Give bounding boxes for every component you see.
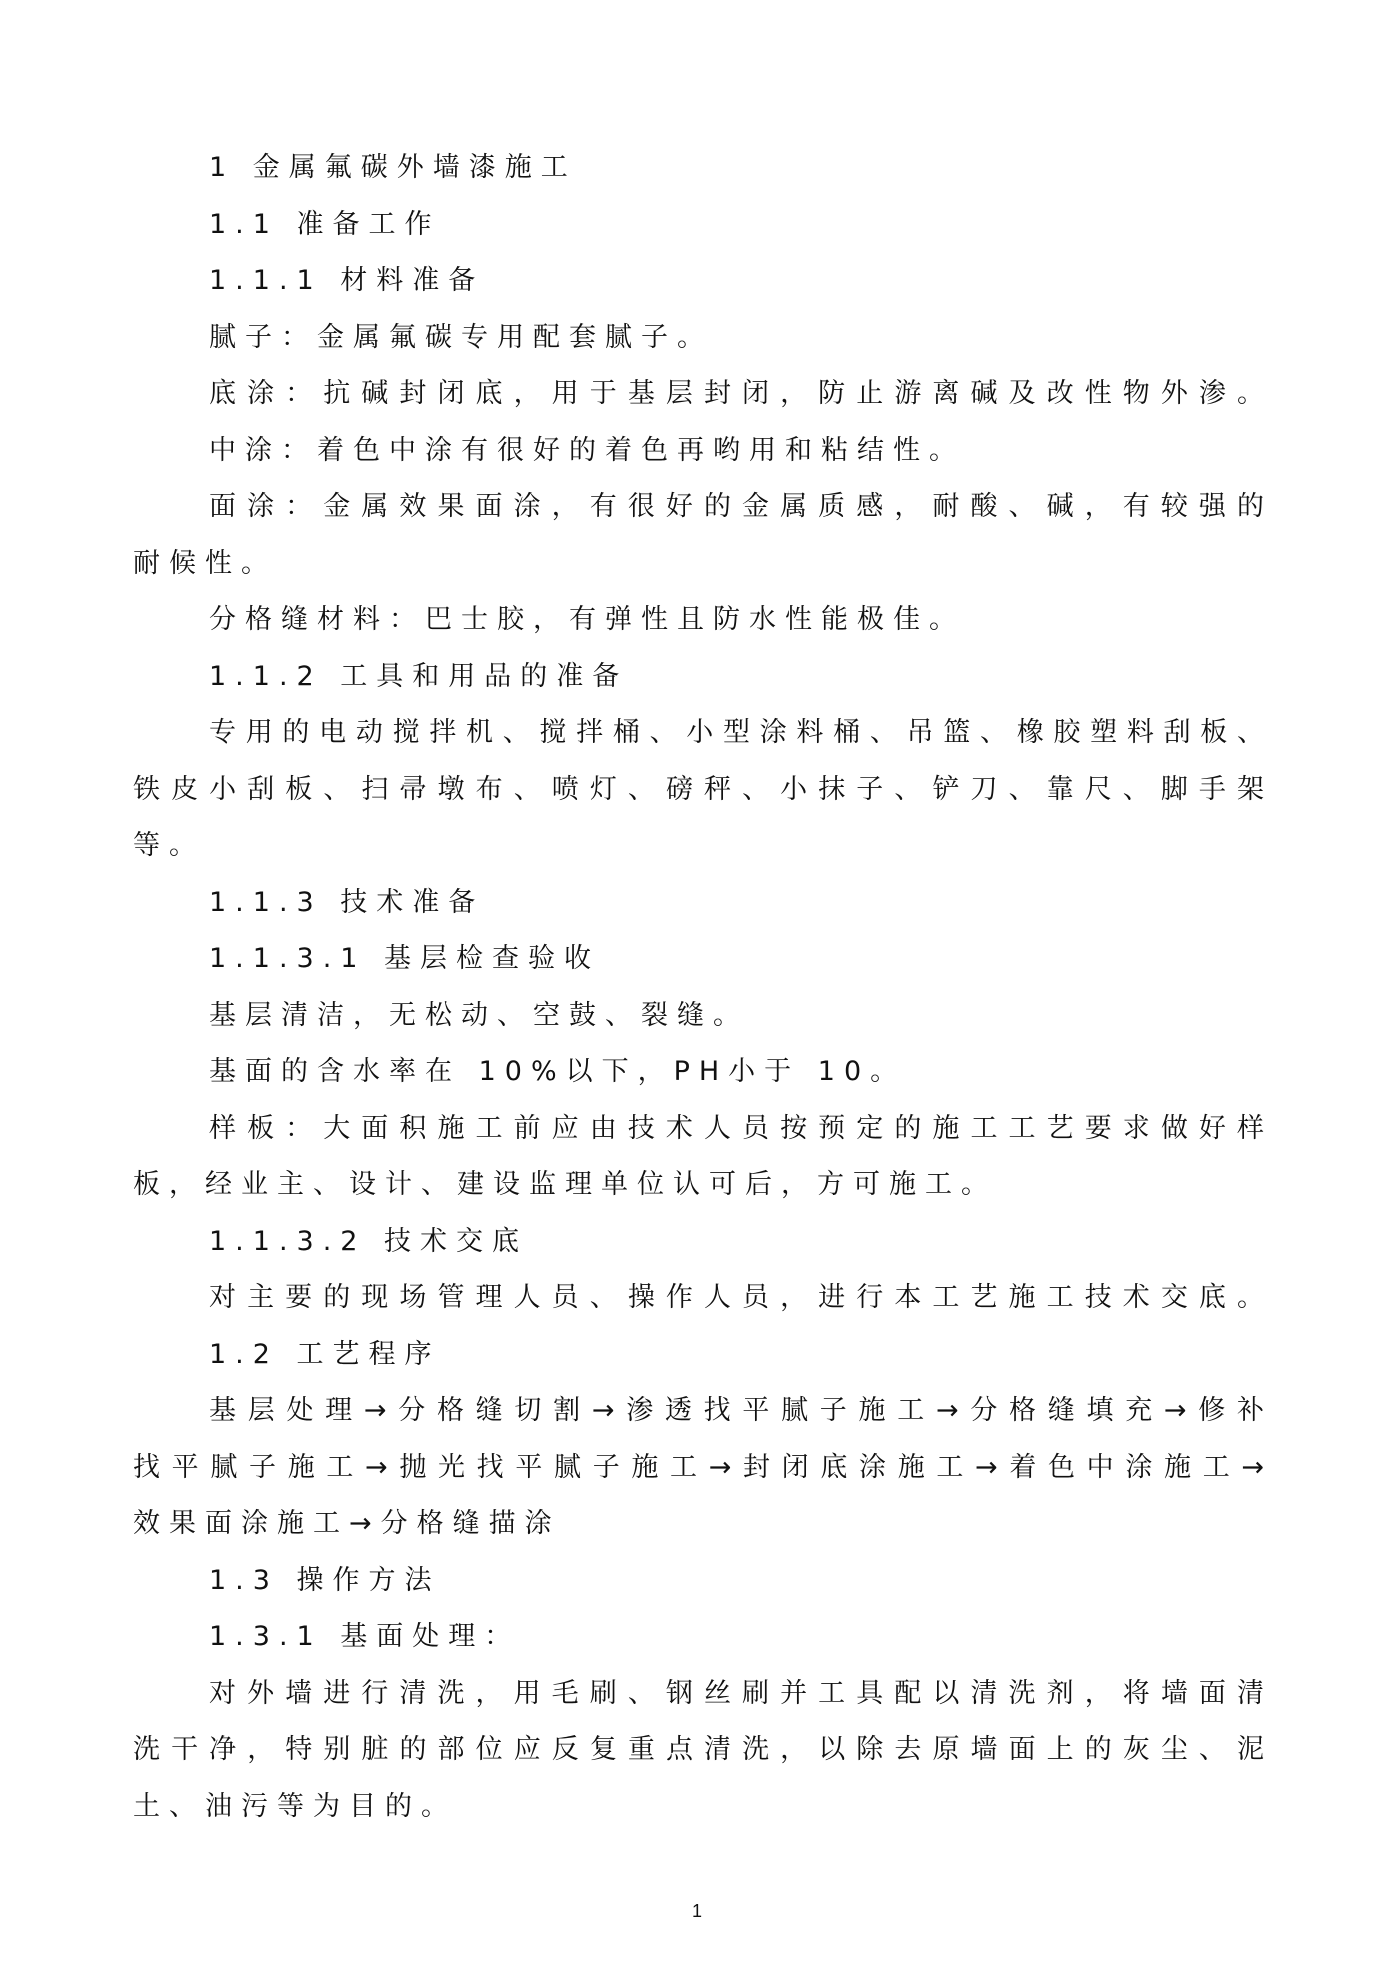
text-line: 1.1.2 工具和用品的准备 [209, 660, 629, 692]
text-line: 土、油污等为目的。 [133, 1790, 457, 1822]
text-line: 分格缝材料：巴士胶，有弹性且防水性能极佳。 [209, 604, 965, 635]
text-line: 洗干净，特别脏的部位应反复重点清洗，以除去原墙面上的灰尘、泥 [133, 1734, 1268, 1765]
document-body [133, 140, 1268, 1835]
text-line: 腻子：金属氟碳专用配套腻子。 [209, 321, 713, 353]
text-line: 对外墙进行清洗，用毛刷、钢丝刷并工具配以清洗剂，将墙面清 [209, 1677, 1268, 1709]
text-line: 等。 [133, 830, 205, 861]
text-line: 中涂：着色中涂有很好的着色再哟用和粘结性。 [209, 434, 965, 466]
text-line: 专用的电动搅拌机、搅拌桶、小型涂料桶、吊篮、橡胶塑料刮板、 [209, 717, 1268, 748]
text-line: 1.3 操作方法 [209, 1564, 441, 1596]
text-line: 1.1.3.2 技术交底 [209, 1225, 529, 1257]
page-number: 1 [691, 1901, 702, 1921]
text-line: 1.1.1 材料准备 [209, 265, 485, 296]
text-line: 找平腻子施工→抛光找平腻子施工→封闭底涂施工→着色中涂施工→ [133, 1451, 1268, 1483]
text-line: 基面的含水率在 10%以下，PH小于 10。 [209, 1056, 907, 1087]
text-line: 面涂：金属效果面涂，有很好的金属质感，耐酸、碱，有较强的 [209, 491, 1268, 522]
text-line: 1 金属氟碳外墙漆施工 [209, 152, 577, 183]
text-line: 样板：大面积施工前应由技术人员按预定的施工工艺要求做好样 [209, 1112, 1268, 1144]
text-line: 耐候性。 [133, 547, 277, 579]
text-line: 对主要的现场管理人员、操作人员，进行本工艺施工技术交底。 [209, 1282, 1268, 1313]
text-line: 板，经业主、设计、建设监理单位认可后，方可施工。 [133, 1169, 997, 1200]
text-line: 1.1 准备工作 [209, 208, 441, 240]
text-line: 效果面涂施工→分格缝描涂 [133, 1508, 561, 1539]
text-line: 1.2 工艺程序 [209, 1338, 441, 1370]
text-line: 底涂：抗碱封闭底，用于基层封闭，防止游离碱及改性物外渗。 [209, 378, 1268, 409]
text-line: 基层处理→分格缝切割→渗透找平腻子施工→分格缝填充→修补 [209, 1395, 1268, 1426]
text-line: 1.3.1 基面处理： [209, 1621, 521, 1652]
text-line: 1.1.3.1 基层检查验收 [209, 943, 601, 974]
text-line: 1.1.3 技术准备 [209, 886, 485, 918]
text-line: 铁皮小刮板、扫帚墩布、喷灯、磅秤、小抹子、铲刀、靠尺、脚手架 [133, 773, 1268, 805]
text-line: 基层清洁，无松动、空鼓、裂缝。 [209, 999, 749, 1031]
